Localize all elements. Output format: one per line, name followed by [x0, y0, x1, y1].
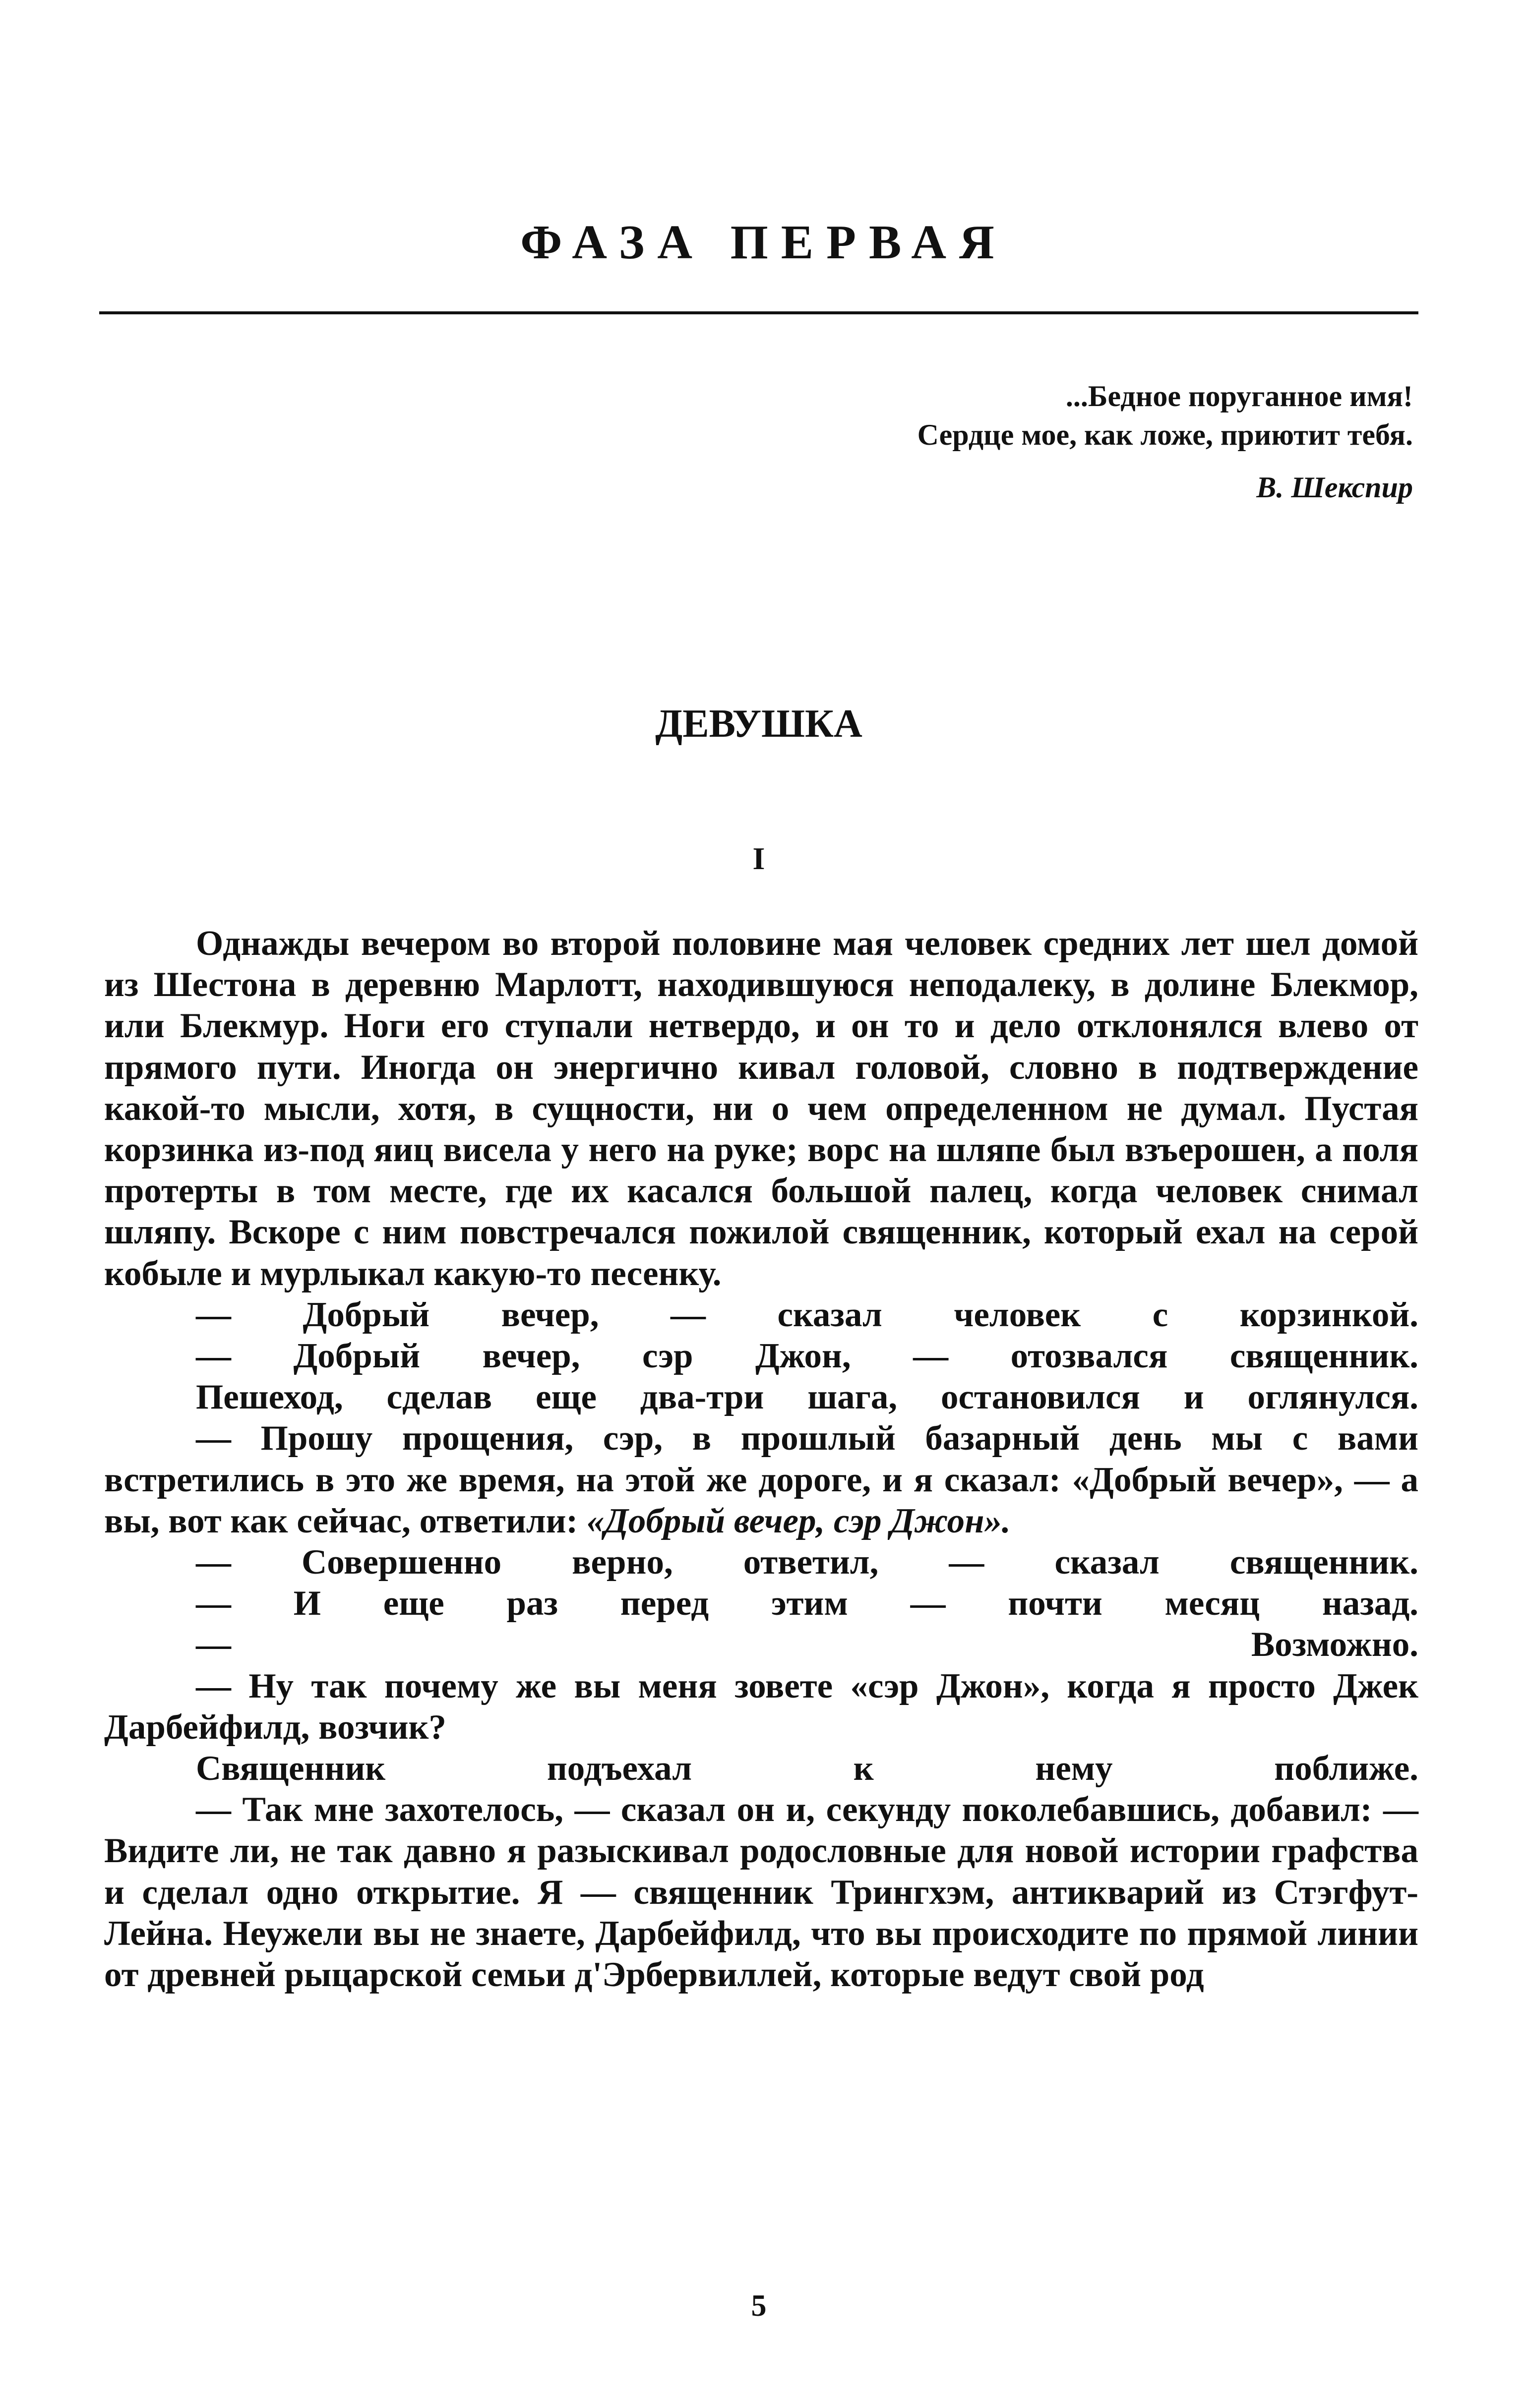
paragraph-with-quote [104, 1418, 1418, 1542]
epigraph [669, 377, 1413, 507]
paragraph: Пешеход, сделав еще два-три шага, остановился и оглянулся. [196, 1378, 1418, 1417]
paragraph: — Совершенно верно, ответил, — сказал священник. [196, 1543, 1418, 1582]
epigraph-author: В. Шекспир [1256, 471, 1413, 504]
part-title: ФАЗА ПЕРВАЯ [520, 216, 1007, 269]
paragraph-text: — Прошу прощения, сэр, в прошлый базарный день мы с вами встретились в это же время, на этой же дороге, и я сказал: «Добрый вечер», — а вы, вот как сейчас, ответили: [104, 1419, 1418, 1540]
page-number: 5 [751, 2289, 767, 2323]
paragraph: Однажды вечером во второй половине мая человек средних лет шел домой из Шестона в деревню Марлотт, находившуюся неподалеку, в долине Блекмор, или Блекмур. Ноги его ступали нетвердо, и он то и дело отклонялся влево от прямого пути. Иногда он энергично кивал головой, словно в подтверждение какой-то мысли, хотя, в сущности, ни о чем определенном не думал. Пустая корзинка из-под яиц висела у него на руке; ворс на шляпе был взъерошен, а поля протерты в том месте, где их касался большой палец, когда человек снимал шляпу. Вскоре с ним повстречался пожилой священник, который ехал на серой кобыле и мурлыкал какую-то песенку. [104, 924, 1418, 1293]
epigraph-line-2: Сердце мое, как ложе, приютит тебя. [917, 418, 1413, 451]
epigraph-line-1: ...Бедное поруганное имя! [1065, 380, 1413, 412]
paragraph: — Так мне захотелось, — сказал он и, секунду поколебавшись, добавил: — Видите ли, не так давно я разыскивал родословные для новой истории графства и сделал одно открытие. Я — священник Трингхэм, антикварий из Стэгфут-Лейна. Неужели вы не знаете, Дарбейфилд, что вы происходите по прямой линии от древней рыцарской семьи д'Эрбервиллей, которые ведут свой род [104, 1790, 1418, 1995]
body-text [104, 923, 1418, 1996]
paragraph: Священник подъехал к нему поближе. [196, 1749, 1418, 1788]
chapter-title: ДЕВУШКА [655, 702, 862, 746]
title-divider [99, 311, 1418, 314]
section-number: I [752, 841, 765, 876]
paragraph: — И еще раз перед этим — почти месяц назад. [196, 1584, 1418, 1623]
paragraph: — Возможно. [196, 1625, 1418, 1664]
paragraph: — Добрый вечер, — сказал человек с корзинкой. [196, 1295, 1418, 1334]
paragraph: — Добрый вечер, сэр Джон, — отозвался священник. [196, 1337, 1418, 1376]
italic-quote: «Добрый вечер, сэр Джон». [586, 1501, 1011, 1540]
paragraph: — Ну так почему же вы меня зовете «сэр Джон», когда я просто Джек Дарбейфилд, возчик? [104, 1666, 1418, 1747]
